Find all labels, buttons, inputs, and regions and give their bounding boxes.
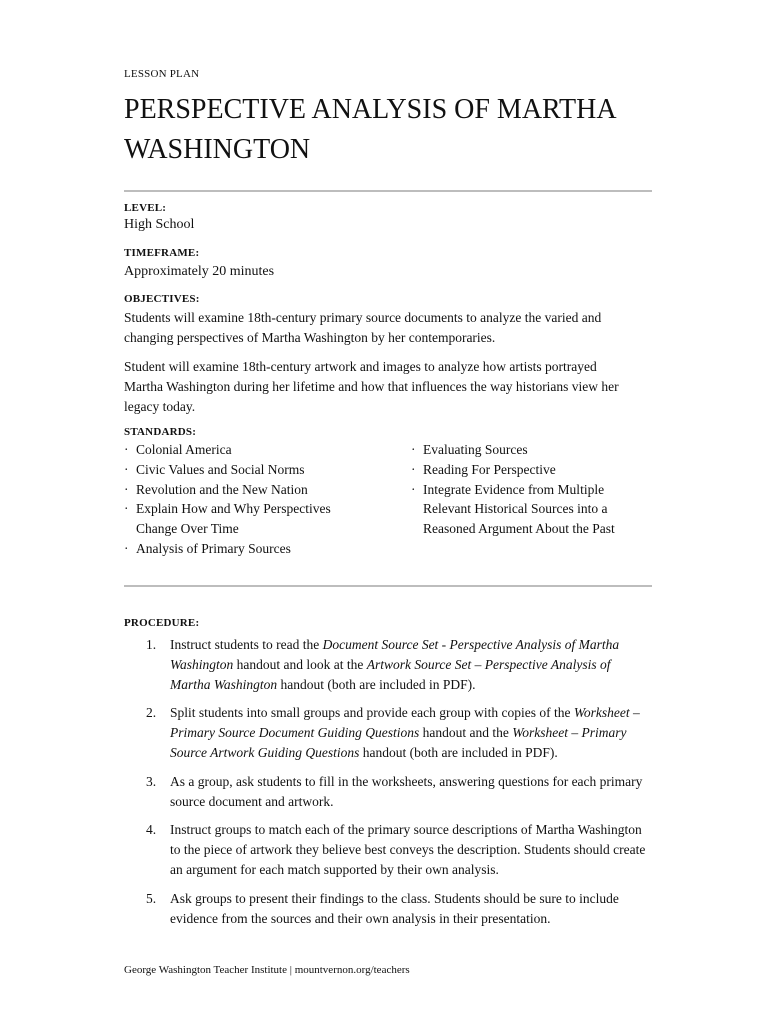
standard-item: · Revolution and the New Nation (124, 480, 349, 500)
step-text: Instruct students to read the (170, 637, 323, 652)
procedure-step (124, 772, 652, 812)
procedure-step (124, 635, 652, 694)
divider (124, 585, 652, 587)
procedure-label: PROCEDURE: (124, 617, 200, 629)
step-number: 3. (146, 773, 157, 789)
standard-item: · Evaluating Sources (411, 440, 636, 460)
standard-item: · Colonial America (124, 440, 349, 460)
step-text: handout and the (419, 725, 513, 741)
step-number: 1. (146, 637, 157, 652)
standard-item: · Explain How and Why Perspectives Change Over Time (124, 499, 349, 539)
objective-paragraph: Student will examine 18th-century artwork and images to analyze how artists portrayed Martha Washington during her lifetime and how that influences the way historians view her legacy today. (124, 359, 619, 414)
step-text: handout and look at the (233, 656, 367, 672)
standard-item: · Integrate Evidence from Multiple Relevant Historical Sources into a Reasoned Argument About the Past (411, 480, 636, 539)
doc-eyebrow: LESSON PLAN (124, 68, 200, 80)
step-text: Instruct groups to match each of the primary source descriptions of Martha Washington to the piece of artwork they believe best conveys the description. Students should create an argument for each match supported by their own analysis. (170, 822, 646, 877)
handout-title: Worksheet – Primary Source Document Guiding Questions (170, 705, 640, 741)
step-text: handout (both are included in PDF). (277, 676, 476, 692)
handout-title: Artwork Source Set – Perspective Analysis of Martha Washington (170, 656, 611, 692)
step-number: 2. (146, 705, 157, 721)
procedure-step (124, 889, 652, 929)
timeframe-value: Approximately 20 minutes (124, 264, 275, 279)
step-text: Ask groups to present their findings to the class. Students should be sure to include evidence from the sources and their own analysis in their presentation. (170, 890, 619, 926)
standard-item: · Analysis of Primary Sources (124, 539, 349, 559)
standard-item: · Civic Values and Social Norms (124, 460, 349, 480)
standards-list-left (124, 440, 349, 559)
standards-list-right (411, 440, 636, 539)
timeframe-label: TIMEFRAME: (124, 247, 200, 259)
step-text: Split students into small groups and provide each group with copies of the (170, 705, 574, 721)
level-value: High School (124, 217, 195, 232)
objectives-label: OBJECTIVES: (124, 293, 200, 305)
level-label: LEVEL: (124, 202, 167, 214)
page-title: PERSPECTIVE ANALYSIS OF MARTHA WASHINGTON (124, 94, 616, 165)
step-text: handout (both are included in PDF). (359, 744, 558, 760)
standard-item: · Reading For Perspective (411, 460, 636, 480)
step-number: 4. (146, 822, 157, 838)
page-footer: George Washington Teacher Institute | mountvernon.org/teachers (124, 964, 410, 976)
standards-label: STANDARDS: (124, 426, 197, 438)
handout-title: Document Source Set - Perspective Analysis of Martha Washington (170, 637, 620, 672)
step-text: As a group, ask students to fill in the worksheets, answering questions for each primary source document and artwork. (170, 773, 643, 809)
procedure-list (124, 635, 652, 937)
divider (124, 190, 652, 192)
handout-title: Worksheet – Primary Source Artwork Guiding Questions (170, 725, 627, 760)
step-number: 5. (146, 890, 157, 906)
procedure-step (124, 820, 652, 879)
procedure-step (124, 703, 652, 762)
objective-paragraph: Students will examine 18th-century primary source documents to analyze the varied and changing perspectives of Martha Washington by her contemporaries. (124, 310, 602, 345)
